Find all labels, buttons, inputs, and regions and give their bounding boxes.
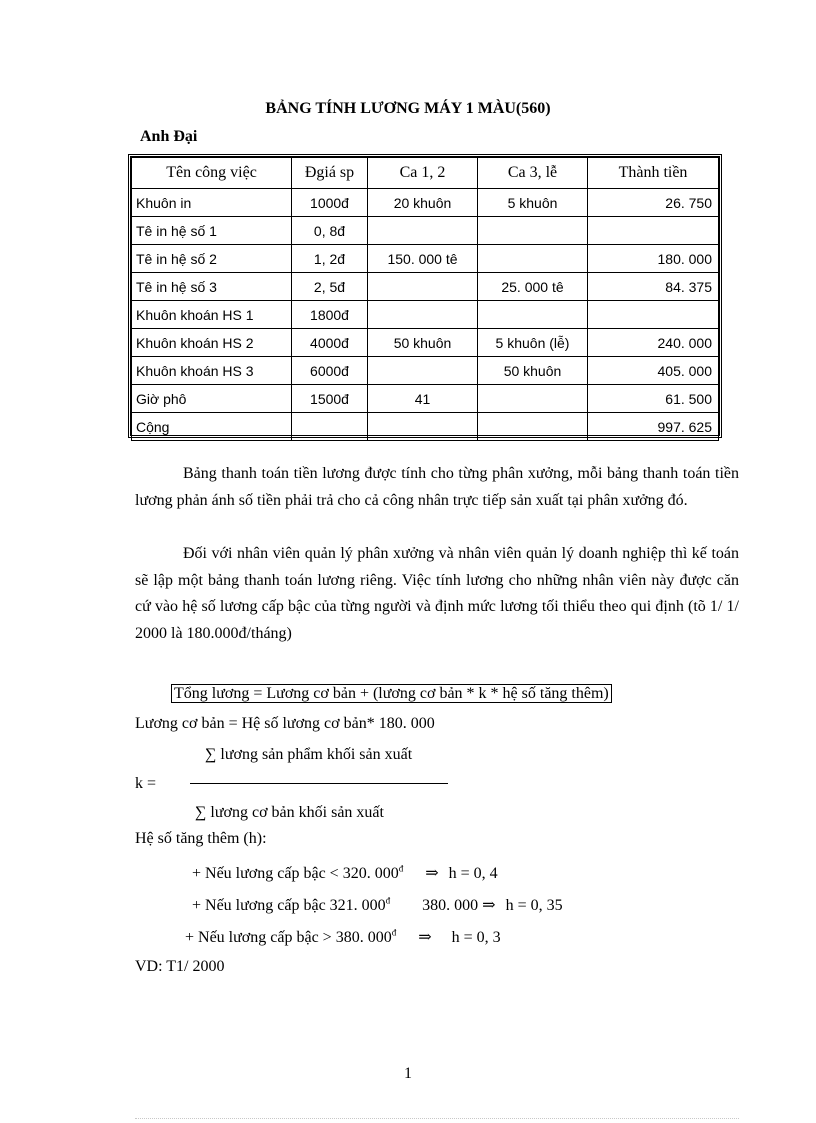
table-header-row bbox=[132, 158, 719, 189]
h-rule-3 bbox=[185, 927, 501, 947]
unit-price: 0, 8đ bbox=[292, 217, 368, 245]
rule-upper-bound: 380. 000 bbox=[422, 897, 479, 914]
unit-price bbox=[292, 413, 368, 441]
shift-3-holiday: 5 khuôn (lễ) bbox=[478, 329, 588, 357]
task-name: Tê in hệ số 2 bbox=[132, 245, 292, 273]
table-total-row bbox=[132, 413, 719, 441]
amount: 997. 625 bbox=[588, 413, 719, 441]
formula-base: Lương cơ bản = Hệ số lương cơ bản* 180. 000 bbox=[135, 715, 435, 732]
k-numerator: ∑ lương sản phẩm khối sản xuất bbox=[205, 746, 413, 763]
rule-unit: đ bbox=[398, 863, 404, 874]
table-row bbox=[132, 357, 719, 385]
shift-1-2 bbox=[368, 357, 478, 385]
h-rule-2 bbox=[192, 895, 563, 915]
header-cell: Đgiá sp bbox=[292, 158, 368, 189]
unit-price: 4000đ bbox=[292, 329, 368, 357]
shift-3-holiday: 50 khuôn bbox=[478, 357, 588, 385]
shift-3-holiday: 5 khuôn bbox=[478, 189, 588, 217]
shift-3-holiday bbox=[478, 245, 588, 273]
task-name: Khuôn khoán HS 2 bbox=[132, 329, 292, 357]
unit-price: 1000đ bbox=[292, 189, 368, 217]
amount: 26. 750 bbox=[588, 189, 719, 217]
task-name: Cộng bbox=[132, 413, 292, 441]
rule-condition: + Nếu lương cấp bậc < 320. 000 bbox=[192, 865, 399, 882]
rule-unit: đ bbox=[385, 895, 391, 906]
header-cell: Ca 1, 2 bbox=[368, 158, 478, 189]
h-title: Hệ số tăng thêm (h): bbox=[135, 830, 267, 847]
salary-table bbox=[128, 154, 722, 438]
arrow-icon: ⇒ bbox=[482, 897, 496, 914]
rule-result: h = 0, 4 bbox=[448, 865, 498, 882]
table-row bbox=[132, 217, 719, 245]
arrow-icon: ⇒ bbox=[418, 929, 432, 946]
formula-total-text: Tổng lương = Lương cơ bản + (lương cơ bản * k * hệ số tăng thêm) bbox=[171, 684, 612, 703]
rule-unit: đ bbox=[391, 927, 397, 938]
table-row bbox=[132, 329, 719, 357]
shift-1-2 bbox=[368, 413, 478, 441]
unit-price: 1500đ bbox=[292, 385, 368, 413]
rule-condition: + Nếu lương cấp bậc 321. 000 bbox=[192, 897, 386, 914]
task-name: Khuôn khoán HS 1 bbox=[132, 301, 292, 329]
amount: 240. 000 bbox=[588, 329, 719, 357]
amount: 84. 375 bbox=[588, 273, 719, 301]
unit-price: 2, 5đ bbox=[292, 273, 368, 301]
table-row bbox=[132, 189, 719, 217]
arrow-icon: ⇒ bbox=[425, 865, 439, 882]
task-name: Tê in hệ số 1 bbox=[132, 217, 292, 245]
paragraph-1: Bảng thanh toán tiền lương được tính cho từng phân xưởng, mỗi bảng thanh toán tiền lương phản ánh số tiền phải trả cho cả công nhân trực tiếp sản xuất tại phân xưởng đó. bbox=[135, 465, 739, 509]
h-rule-1 bbox=[192, 863, 498, 883]
header-cell: Ca 3, lễ bbox=[478, 158, 588, 189]
shift-3-holiday: 25. 000 tê bbox=[478, 273, 588, 301]
document-title: BẢNG TÍNH LƯƠNG MÁY 1 MÀU(560) bbox=[265, 100, 551, 117]
shift-3-holiday bbox=[478, 301, 588, 329]
task-name: Tê in hệ số 3 bbox=[132, 273, 292, 301]
header-cell: Thành tiền bbox=[588, 158, 719, 189]
shift-3-holiday bbox=[478, 385, 588, 413]
page-bottom-rule bbox=[135, 1118, 739, 1119]
paragraph-2: Đối với nhân viên quản lý phân xưởng và nhân viên quản lý doanh nghiệp thì kế toán sẽ lập một bảng thanh toán lương riêng. Việc tính lương cho những nhân viên này được căn cứ vào hệ số lương cấp bậc của từng người và định mức lương tối thiểu theo qui định (tõ 1/ 1/ 2000 là 180.000đ/tháng) bbox=[135, 545, 739, 642]
shift-1-2 bbox=[368, 301, 478, 329]
shift-1-2: 20 khuôn bbox=[368, 189, 478, 217]
fraction-bar bbox=[190, 783, 448, 784]
amount: 61. 500 bbox=[588, 385, 719, 413]
table-row bbox=[132, 273, 719, 301]
rule-result: h = 0, 35 bbox=[505, 897, 563, 914]
k-label: k = bbox=[135, 775, 157, 792]
amount: 405. 000 bbox=[588, 357, 719, 385]
shift-1-2: 50 khuôn bbox=[368, 329, 478, 357]
employee-name: Anh Đại bbox=[140, 128, 198, 145]
rule-condition: + Nếu lương cấp bậc > 380. 000 bbox=[185, 929, 392, 946]
shift-1-2: 41 bbox=[368, 385, 478, 413]
rule-result: h = 0, 3 bbox=[451, 929, 501, 946]
example-label: VD: T1/ 2000 bbox=[135, 958, 225, 975]
table-row bbox=[132, 245, 719, 273]
shift-1-2 bbox=[368, 217, 478, 245]
table-row bbox=[132, 385, 719, 413]
amount: 180. 000 bbox=[588, 245, 719, 273]
unit-price: 1, 2đ bbox=[292, 245, 368, 273]
task-name: Khuôn in bbox=[132, 189, 292, 217]
amount bbox=[588, 301, 719, 329]
k-denominator: ∑ lương cơ bản khối sản xuất bbox=[195, 804, 384, 821]
shift-3-holiday bbox=[478, 413, 588, 441]
shift-1-2 bbox=[368, 273, 478, 301]
unit-price: 1800đ bbox=[292, 301, 368, 329]
amount bbox=[588, 217, 719, 245]
task-name: Khuôn khoán HS 3 bbox=[132, 357, 292, 385]
shift-3-holiday bbox=[478, 217, 588, 245]
header-cell: Tên công việc bbox=[132, 158, 292, 189]
unit-price: 6000đ bbox=[292, 357, 368, 385]
task-name: Giờ phô bbox=[132, 385, 292, 413]
shift-1-2: 150. 000 tê bbox=[368, 245, 478, 273]
formula-total bbox=[171, 685, 612, 703]
page-number: 1 bbox=[404, 1065, 412, 1082]
table-row bbox=[132, 301, 719, 329]
